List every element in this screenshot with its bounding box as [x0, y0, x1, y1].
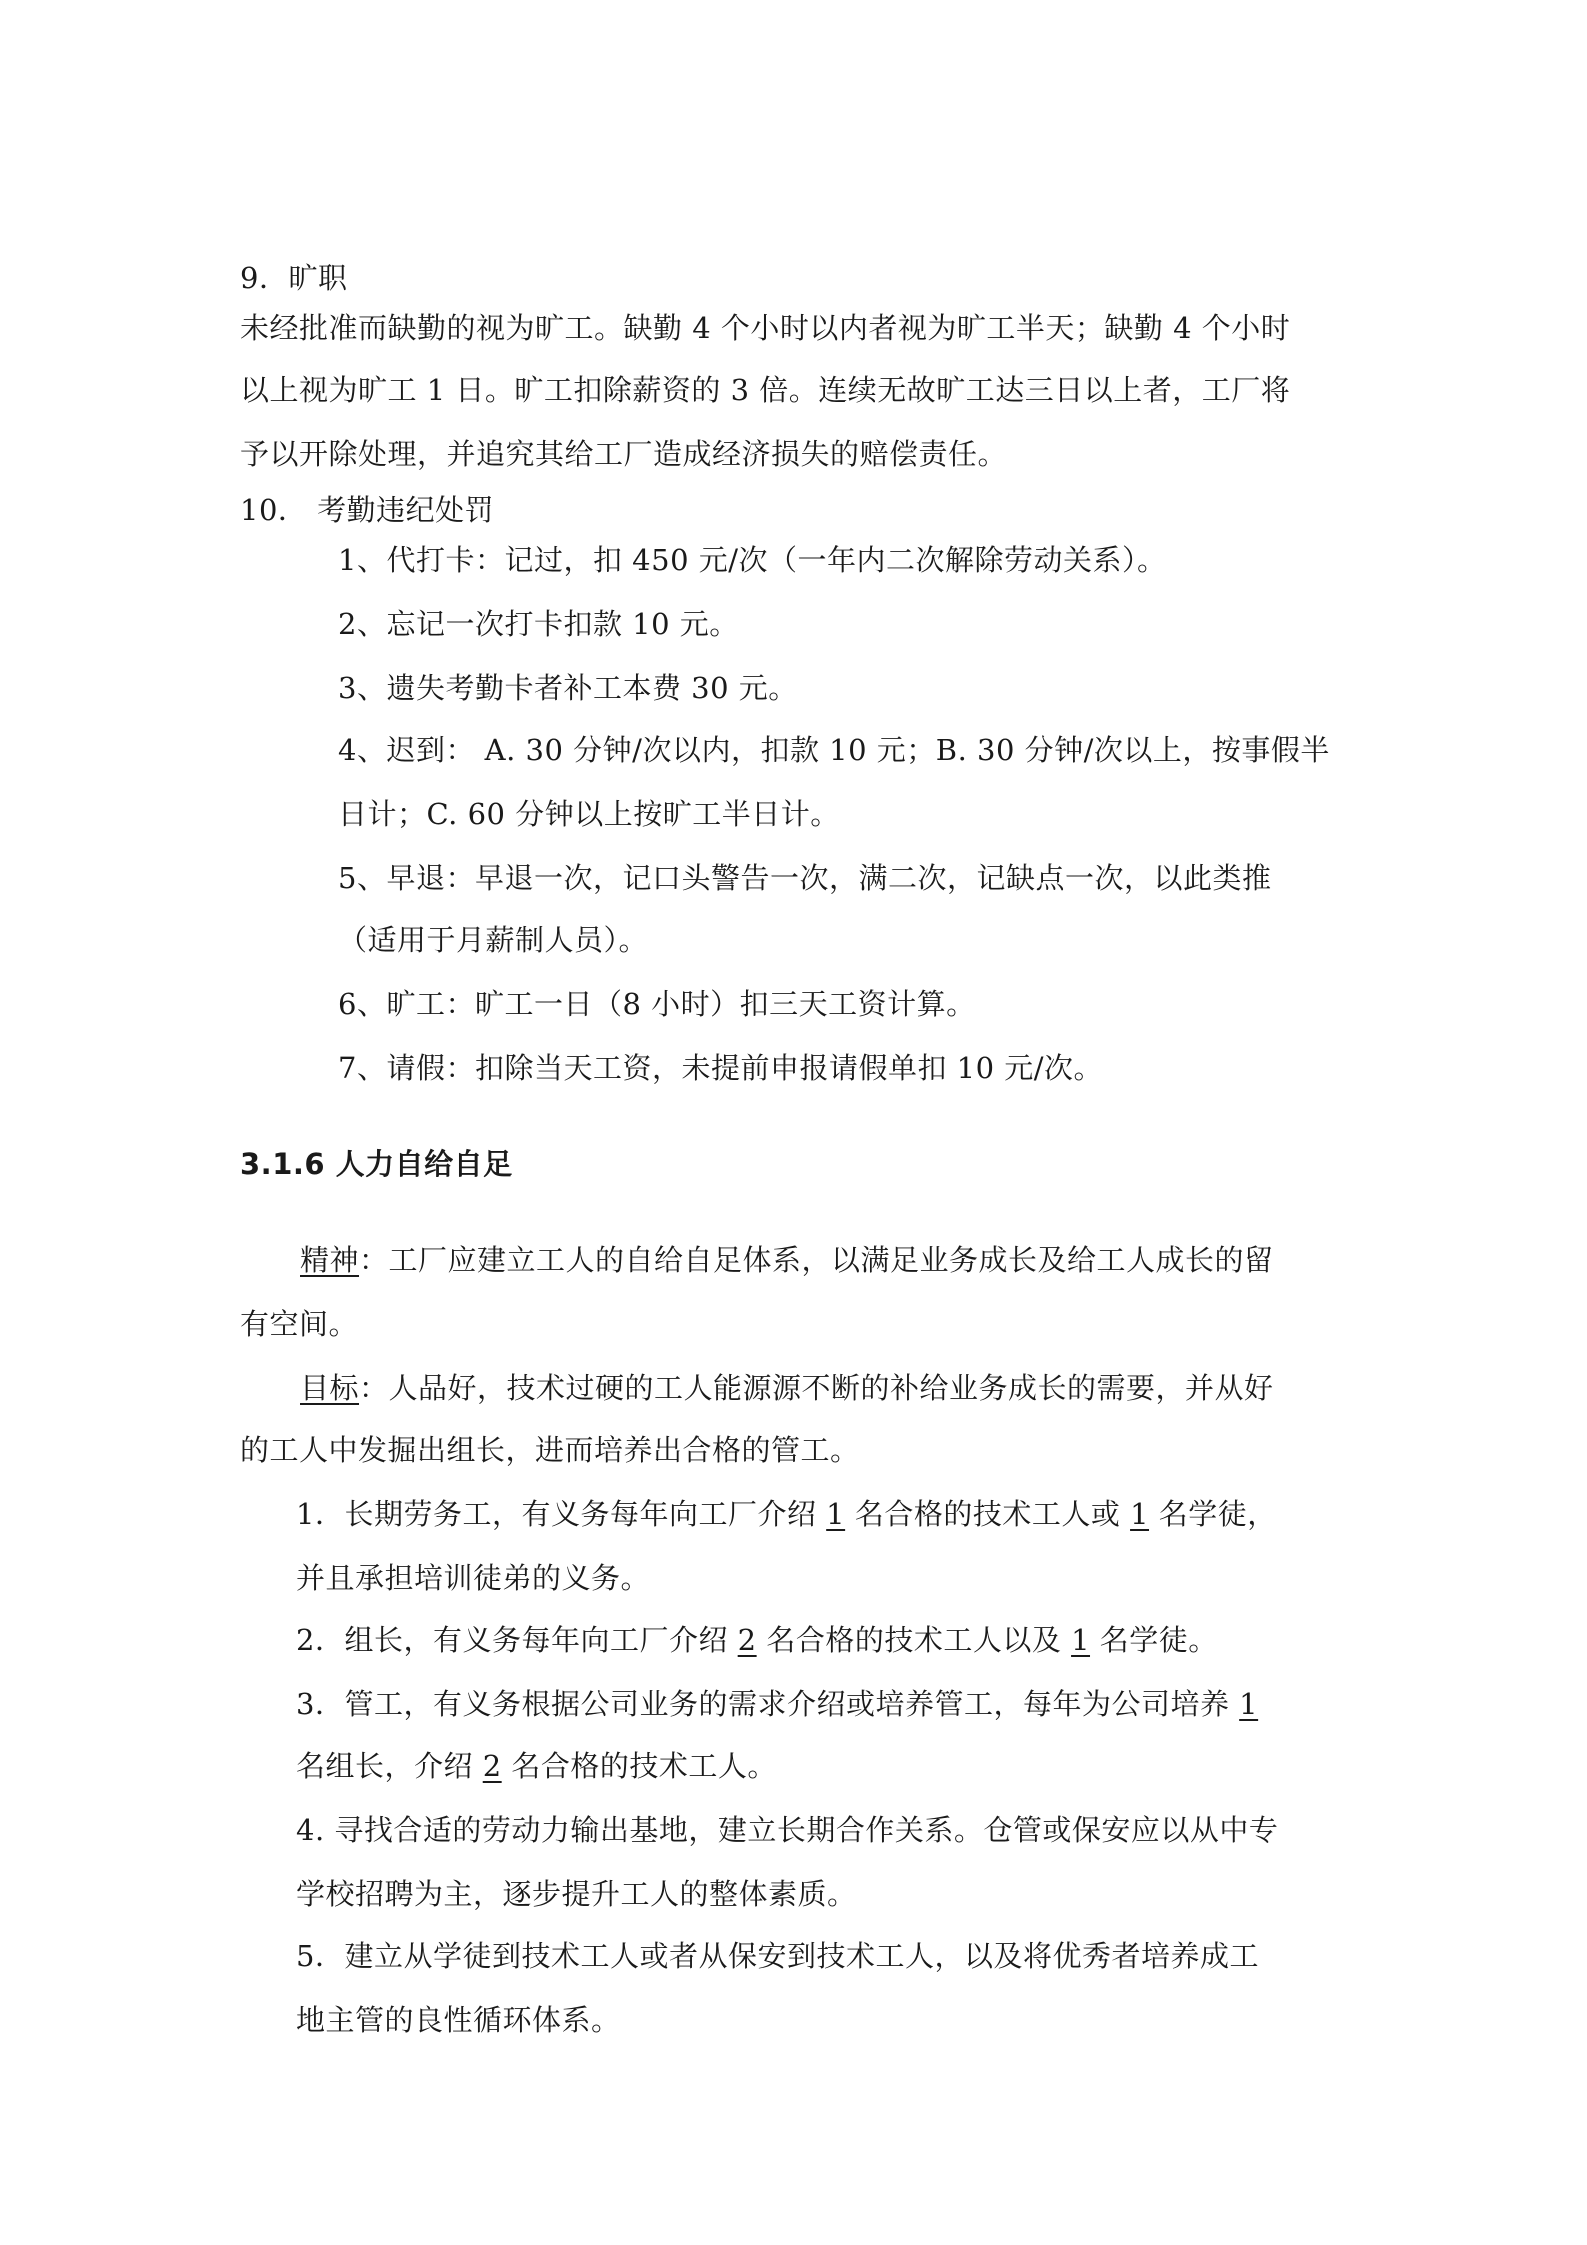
spirit-paragraph — [300, 1240, 1274, 1280]
section-9-line: 予以开除处理，并追究其给工厂造成经济损失的赔偿责任。 — [240, 437, 1008, 471]
goal-text: ：人品好，技术过硬的工人能源源不断的补给业务成长的需要，并从好 — [359, 1371, 1274, 1405]
list-item-1-cont: 并且承担培训徒弟的义务。 — [296, 1561, 651, 1595]
penalty-item: 7、请假：扣除当天工资，未提前申报请假单扣 10 元/次。 — [338, 1051, 1104, 1085]
section-10-heading: 10． 考勤违纪处罚 — [240, 493, 495, 527]
spirit-text: ：工厂应建立工人的自给自足体系，以满足业务成长及给工人成长的留 — [359, 1243, 1274, 1277]
list-item-1 — [296, 1494, 1277, 1534]
list-item-text: 名合格的技术工人或 — [845, 1497, 1131, 1531]
list-item-5: 5．建立从学徒到技术工人或者从保安到技术工人，以及将优秀者培养成工 — [296, 1939, 1259, 1973]
list-item-3 — [296, 1684, 1258, 1724]
section-9-line: 未经批准而缺勤的视为旷工。缺勤 4 个小时以内者视为旷工半天；缺勤 4 个小时 — [240, 311, 1291, 345]
list-item-2 — [296, 1620, 1218, 1660]
penalty-item: 日计；C. 60 分钟以上按旷工半日计。 — [338, 797, 840, 831]
section-9-line: 以上视为旷工 1 日。旷工扣除薪资的 3 倍。连续无故旷工达三日以上者，工厂将 — [240, 373, 1291, 407]
list-item-text: 2．组长，有义务每年向工厂介绍 — [296, 1623, 738, 1657]
list-item-text: 名学徒， — [1149, 1497, 1277, 1531]
penalty-item: 6、旷工：旷工一日（8 小时）扣三天工资计算。 — [338, 987, 976, 1021]
count-underlined: 2 — [737, 1623, 757, 1657]
goal-paragraph — [300, 1368, 1274, 1408]
list-item-5-cont: 地主管的良性循环体系。 — [296, 2003, 621, 2037]
list-item-text: 名合格的技术工人。 — [501, 1749, 777, 1783]
section-9-heading: 9．旷职 — [240, 261, 348, 295]
penalty-item: （适用于月薪制人员）。 — [338, 923, 649, 957]
section-316-heading: 3.1.6 人力自给自足 — [240, 1147, 513, 1181]
count-underlined: 2 — [482, 1749, 502, 1783]
list-item-text: 名合格的技术工人以及 — [756, 1623, 1072, 1657]
list-item-3-cont — [296, 1746, 777, 1786]
goal-text-cont: 的工人中发掘出组长，进而培养出合格的管工。 — [240, 1433, 860, 1467]
list-item-text: 名学徒。 — [1090, 1623, 1218, 1657]
count-underlined: 1 — [1130, 1497, 1150, 1531]
penalty-item: 4、迟到： A. 30 分钟/次以内，扣款 10 元；B. 30 分钟/次以上，按事假半 — [338, 733, 1330, 767]
list-item-text: 1．长期劳务工，有义务每年向工厂介绍 — [296, 1497, 827, 1531]
count-underlined: 1 — [1071, 1623, 1091, 1657]
goal-label: 目标 — [300, 1371, 360, 1405]
penalty-item: 3、遗失考勤卡者补工本费 30 元。 — [338, 671, 798, 705]
list-item-text: 3．管工，有义务根据公司业务的需求介绍或培养管工，每年为公司培养 — [296, 1687, 1240, 1721]
penalty-item: 5、早退：早退一次，记口头警告一次，满二次，记缺点一次，以此类推 — [338, 861, 1272, 895]
penalty-item: 2、忘记一次打卡扣款 10 元。 — [338, 607, 739, 641]
list-item-4-cont: 学校招聘为主，逐步提升工人的整体素质。 — [296, 1877, 857, 1911]
count-underlined: 1 — [1239, 1687, 1259, 1721]
list-item-text: 名组长，介绍 — [296, 1749, 483, 1783]
list-item-4: 4. 寻找合适的劳动力输出基地，建立长期合作关系。仓管或保安应以从中专 — [296, 1813, 1279, 1847]
count-underlined: 1 — [826, 1497, 846, 1531]
spirit-text-cont: 有空间。 — [240, 1307, 359, 1341]
penalty-item: 1、代打卡：记过，扣 450 元/次（一年内二次解除劳动关系）。 — [338, 543, 1167, 577]
spirit-label: 精神 — [300, 1243, 360, 1277]
